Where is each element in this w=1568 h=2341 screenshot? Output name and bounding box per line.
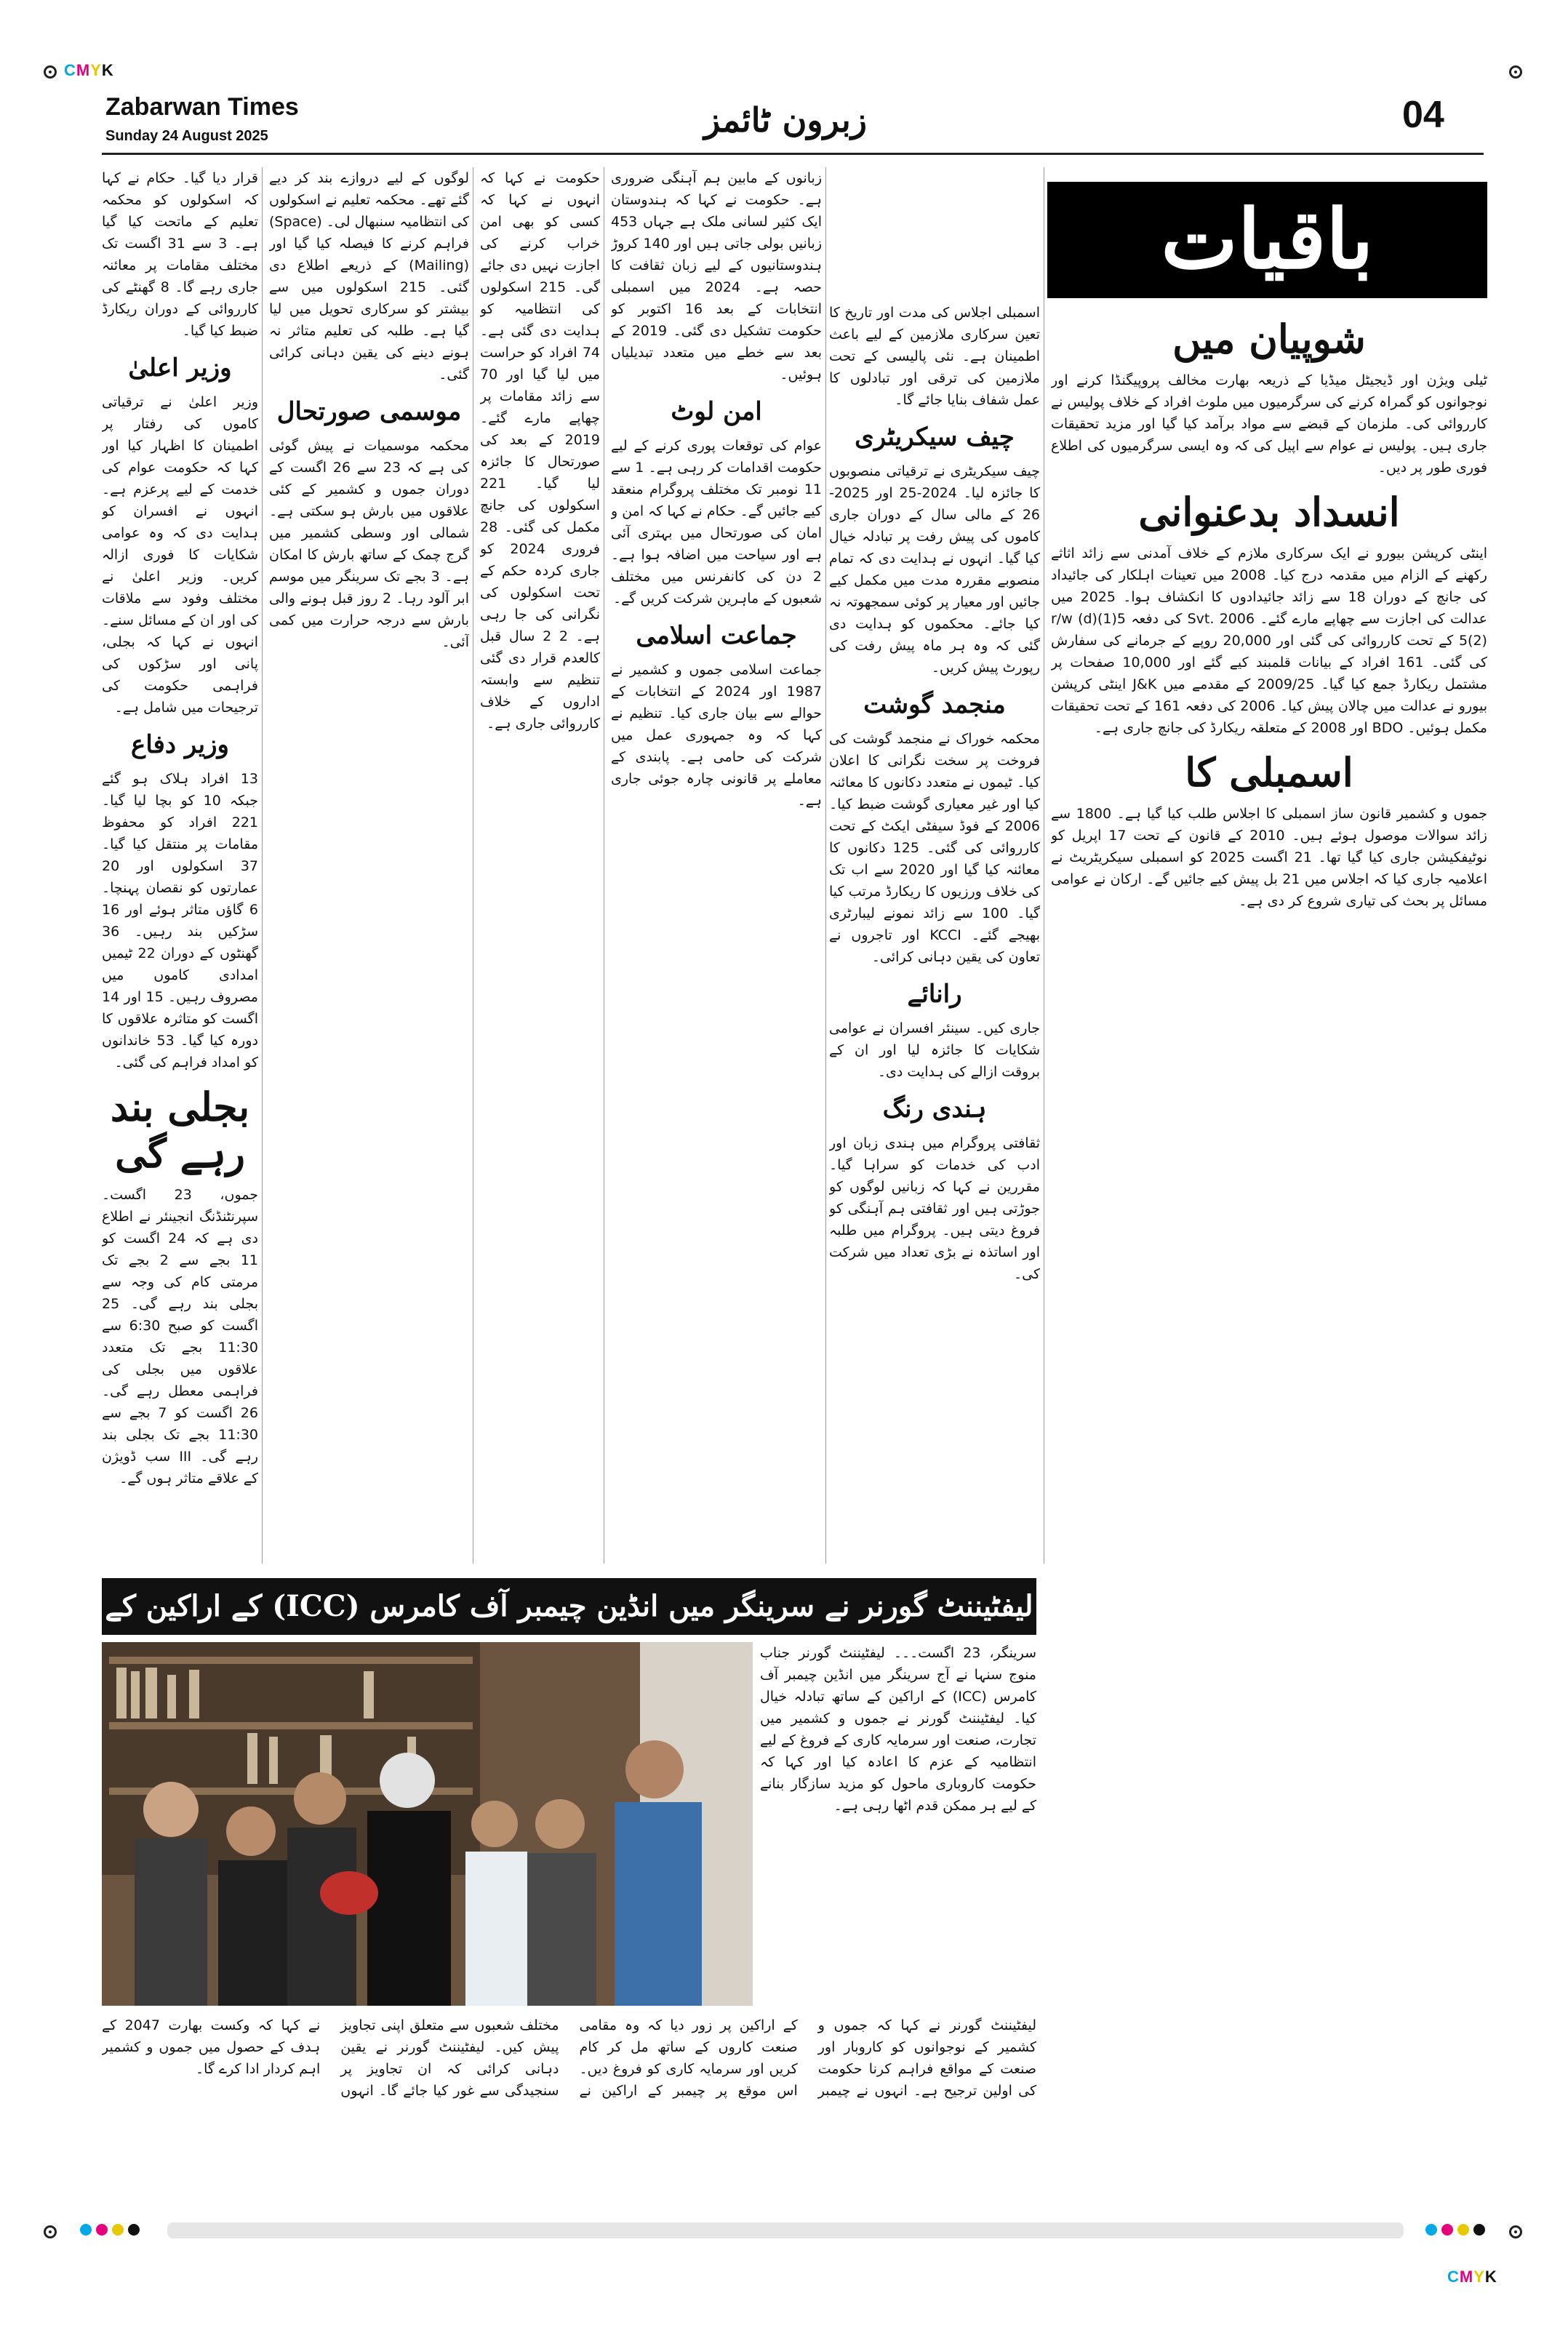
article-text: وزیر اعلیٰ نے ترقیاتی کاموں کی رفتار پر اطمینان کا اظہار کیا اور کہا کہ حکومت عوام کی خدمت کے لیے پرعزم ہے۔ انہوں نے افسران کو ہدایت دی کہ وہ عوامی شکایات کا فوری ازالہ کریں۔ وزیر اعلیٰ نے مختلف وفود سے ملاقات کی اور ان کے مسائل سنے۔ انہوں نے کہا کہ بجلی، پانی اور سڑکوں کی فراہمی حکومت کی ترجیحات میں شامل ہے۔ <box>102 394 258 716</box>
article-heading: وزیر اعلیٰ <box>128 353 232 383</box>
article-heading: ہندی رنگ <box>882 1095 987 1124</box>
article-text: ٹیلی ویژن اور ڈیجیٹل میڈیا کے ذریعہ بھارت مخالف پروپیگنڈا کرنے اور نوجوانوں کو گمراہ کرنے کی سرگرمیوں میں ملوث افراد کے خلاف پولیس نے کارروائی کی۔ ملزمان کے قبضے سے مواد برآمد کیا گیا اور مزید تحقیقات جاری ہیں۔ پولیس نے عوام سے اپیل کی کہ وہ ایسی سرگرمیوں کی اطلاع فوری طور پر دیں۔ <box>1051 372 1487 476</box>
issue-date: Sunday 24 August 2025 <box>105 128 268 144</box>
article-text: محکمہ موسمیات نے پیش گوئی کی ہے کہ 23 سے 26 اگست کے دوران جموں و کشمیر کے کئی علاقوں میں بارش ہو سکتی ہے۔ شمالی اور وسطی کشمیر میں گرج چمک کے ساتھ بارش کا امکان ہے۔ 3 بجے تک سرینگر میں موسم ابر آلود رہا۔ 2 روز قبل ہونے والی بارش سے درجہ حرارت میں کمی آئی۔ <box>269 438 469 650</box>
photo-story-body: لیفٹیننٹ گورنر نے کہا کہ جموں و کشمیر کے نوجوانوں کو کاروبار اور صنعت کے مواقع فراہم کرنا حکومت کی اولین ترجیح ہے۔ انہوں نے چیمبر کے اراکین پر زور دیا کہ وہ مقامی صنعت کاروں کے ساتھ مل کر کام کریں اور سرمایہ کاری کو فروغ دیں۔ اس موقع پر چیمبر کے اراکین نے مختلف شعبوں سے متعلق اپنی تجاویز پیش کیں۔ لیفٹیننٹ گورنر نے یقین دہانی کرائی کہ ان تجاویز پر سنجیدگی سے غور کیا جائے گا۔ انہوں نے کہا کہ وکست بھارت 2047 کے ہدف کے حصول میں جموں و کشمیر اہم کردار ادا کرے گا۔ <box>102 2017 1036 2099</box>
article-text: اینٹی کرپشن بیورو نے ایک سرکاری ملازم کے خلاف آمدنی سے زائد اثاثے رکھنے کے الزام میں مقدمہ درج کیا۔ 2008 میں تعینات اہلکار کی جائیداد کی جانچ کے دوران 18 سے زائد جائیدادوں کا انکشاف ہوا۔ 2025 میں عدالت کی اجازت سے چھاپے مارے گئے۔ Svt. 2006 کی دفعہ 5(1)(d) r/w 5(2) کے تحت کارروائی کی گئی اور 20,000 روپے کے جرمانے کی سفارش کی گئی۔ 161 افراد کے بیانات قلمبند کیے گئے اور 10,000 صفحات پر مشتمل ریکارڈ جمع کیا گیا۔ 2009/25 کے مقدمے میں J&K اینٹی کرپشن بیورو نے عدالت میں چالان پیش کیا۔ 2006 کی دفعہ 161 کے تحت تحقیقات مکمل ہوئیں۔ BDO اور 2008 کے متعلقہ ریکارڈ کی جانچ جاری ہے۔ <box>1051 545 1487 736</box>
article-heading: اسمبلی کا <box>1185 749 1353 796</box>
photo-story-headline: لیفٹیننٹ گورنر نے سرینگر میں انڈین چیمبر آف کامرس (ICC) کے اراکین کے <box>102 1578 1036 1635</box>
article-heading: منجمد گوشت <box>863 690 1006 719</box>
column-4 <box>480 167 600 1564</box>
article-text: لوگوں کے لیے دروازے بند کر دیے گئے تھے۔ محکمہ تعلیم نے اسکولوں کی انتظامیہ سنبھال لی۔ (Space) فراہم کرنے کا فیصلہ کیا گیا اور (Mailing) کے ذریعے اطلاع دی گئی۔ 215 اسکولوں میں سے بیشتر کو سرکاری تحویل میں لیا گیا ہے۔ طلبہ کی تعلیم متاثر نہ ہونے دینے کی یقین دہانی کرائی گئی۔ <box>269 170 469 383</box>
article-text: حکومت نے کہا کہ انہوں نے کہا کہ کسی کو بھی امن خراب کرنے کی اجازت نہیں دی جائے گی۔ 215 اسکولوں کی انتظامیہ کو ہدایت دی گئی ہے۔ 74 افراد کو حراست میں لیا گیا اور 70 سے زائد مقامات پر چھاپے مارے گئے۔ 2019 کے بعد کی صورتحال کا جائزہ لیا گیا۔ 221 اسکولوں کی جانچ مکمل کی گئی۔ 28 فروری 2024 کو جاری کردہ حکم کے تحت اسکولوں کی نگرانی کی جا رہی ہے۔ 2 2 سال قبل کالعدم قرار دی گئی تنظیم سے وابستہ اداروں کے خلاف کارروائی جاری ہے۔ <box>480 170 600 732</box>
column-3 <box>611 167 822 1564</box>
cmyk-mark-bottom: CMYK <box>1447 2268 1497 2286</box>
page-number: 04 <box>1402 94 1444 136</box>
article-text: جماعت اسلامی جموں و کشمیر نے 1987 اور 2024 کے انتخابات کے حوالے سے بیان جاری کیا۔ تنظیم نے کہا کہ وہ جمہوری عمل میں شرکت کی حامی ہے۔ پابندی کے معاملے پر قانونی چارہ جوئی جاری ہے۔ <box>611 662 822 809</box>
article-heading: رانائے <box>907 980 962 1009</box>
color-dots-left <box>80 2224 144 2238</box>
article-heading: بجلی بند رہے گی <box>110 1084 250 1177</box>
article-text: جموں، 23 اگست۔ سپرنٹنڈنگ انجینئر نے اطلاع دی ہے کہ 24 اگست کو 11 بجے سے 2 بجے تک مرمتی کام کی وجہ سے بجلی بند رہے گی۔ 25 اگست کو صبح 6:30 سے 11:30 بجے تک متعدد علاقوں میں بجلی کی فراہمی معطل رہے گی۔ 26 اگست کو 7 بجے سے 11:30 بجے تک بجلی بند رہے گی۔ III سب ڈویژن کے علاقے متاثر ہوں گے۔ <box>102 1187 258 1486</box>
article-text: اسمبلی اجلاس کی مدت اور تاریخ کا تعین سرکاری ملازمین کے لیے باعث اطمینان ہے۔ نئی پالیسی کے تحت ملازمین کی ترقی اور تبادلوں کا عمل شفاف بنایا جائے گا۔ <box>829 305 1040 408</box>
article-text: 13 افراد ہلاک ہو گئے جبکہ 10 کو بچا لیا گیا۔ 221 افراد کو محفوظ مقامات پر منتقل کیا گیا۔ 37 اسکولوں اور 20 عمارتوں کو نقصان پہنچا۔ 6 گاؤں متاثر ہوئے اور 16 سڑکیں بند رہیں۔ 36 گھنٹوں کے دوران 22 ٹیمیں امدادی کاموں میں مصروف رہیں۔ 15 اور 14 اگست کو متاثرہ علاقوں کا دورہ کیا گیا۔ 53 خاندانوں کو امداد فراہم کی گئی۔ <box>102 771 258 1071</box>
registration-mark-top-left <box>44 65 57 79</box>
bottom-bar <box>167 2222 1404 2238</box>
color-dots-right <box>1425 2224 1489 2238</box>
article-text: زبانوں کے مابین ہم آہنگی ضروری ہے۔ حکومت نے کہا کہ ہندوستان ایک کثیر لسانی ملک ہے جہاں 453 زبانیں بولی جاتی ہیں اور 140 کروڑ ہندوستانیوں کے لیے زبان ثقافت کا حصہ ہے۔ 2024 میں اسمبلی انتخابات کے بعد 16 اکتوبر کو حکومت تشکیل دی گئی۔ 2019 کے بعد سے خطے میں متعدد تبدیلیاں ہوئیں۔ <box>611 170 822 383</box>
article-text: جموں و کشمیر قانون ساز اسمبلی کا اجلاس طلب کیا گیا ہے۔ 1800 سے زائد سوالات موصول ہوئے ہیں۔ 2010 کے قانون کے تحت 17 اپریل کو نوٹیفکیشن جاری کیا گیا تھا۔ 21 اگست 2025 کو اسمبلی سیکریٹریٹ نے اعلامیہ جاری کیا کہ اجلاس میں 21 بل پیش کیے جائیں گے۔ ارکان نے عوامی مسائل پر بحث کی تیاری شروع کر دی ہے۔ <box>1051 806 1487 909</box>
article-heading: وزیر دفاع <box>131 730 229 759</box>
article-text: ثقافتی پروگرام میں ہندی زبان اور ادب کی خدمات کو سراہا گیا۔ مقررین نے کہا کہ زبانیں لوگوں کو جوڑتی ہیں اور ثقافتی ہم آہنگی کو فروغ دیتی ہیں۔ پروگرام میں طلبہ اور اساتذہ نے بڑی تعداد میں شرکت کی۔ <box>829 1135 1040 1282</box>
article-heading: جماعت اسلامی <box>636 621 797 650</box>
section-banner: باقیات <box>1047 182 1487 298</box>
article-text: جاری کیں۔ سینئر افسران نے عوامی شکایات کا جائزہ لیا اور ان کے بروقت ازالے کی ہدایت دی۔ <box>829 1020 1040 1080</box>
registration-mark-top-right <box>1509 65 1522 79</box>
column-1 <box>1051 305 1487 2196</box>
urdu-paper-logo: زبرون ٹائمز <box>703 100 867 140</box>
article-heading: امن لوٹ <box>671 397 762 426</box>
article-text: عوام کی توقعات پوری کرنے کے لیے حکومت اقدامات کر رہی ہے۔ 1 سے 11 نومبر تک مختلف پروگرام منعقد کیے جائیں گے۔ حکام نے کہا کہ امن و امان کی صورتحال میں بہتری آئی ہے اور سیاحت میں اضافہ ہوا ہے۔ 2 دن کی کانفرنس میں مختلف شعبوں کے ماہرین شرکت کریں گے۔ <box>611 438 822 607</box>
cmyk-mark-top: CMYK <box>64 61 114 79</box>
article-text: قرار دیا گیا۔ حکام نے کہا کہ اسکولوں کو محکمہ تعلیم کے ماتحت کیا گیا ہے۔ 3 سے 31 اگست تک مختلف مقامات پر معائنہ جاری رہے گا۔ 8 گھنٹے کی کارروائی کے دوران ریکارڈ ضبط کیا گیا۔ <box>102 170 258 339</box>
photo-caption: سرینگر، 23 اگست۔۔۔ لیفٹیننٹ گورنر جناب منوج سنہا نے آج سرینگر میں انڈین چیمبر آف کامرس (ICC) کے اراکین کے ساتھ تبادلہ خیال کیا۔ لیفٹیننٹ گورنر نے جموں و کشمیر میں تجارت، صنعت اور سرمایہ کاری کے فروغ کے لیے انتظامیہ کے عزم کا اعادہ کیا اور کہا کہ حکومت کاروباری ماحول کو مزید سازگار بنانے کے لیے ہر ممکن قدم اٹھا رہی ہے۔ <box>760 1645 1036 1814</box>
group-photo <box>102 1642 753 2006</box>
article-heading: شوپیان میں <box>1172 316 1366 362</box>
group-photo-image <box>102 1642 753 2006</box>
article-heading: چیف سیکریٹری <box>855 423 1015 452</box>
article-text: چیف سیکریٹری نے ترقیاتی منصوبوں کا جائزہ لیا۔ 2024-25 اور 2025-26 کے مالی سال کے دوران جاری کاموں کی پیش رفت پر تبادلہ خیال کیا گیا۔ انہوں نے ہدایت دی کہ تمام منصوبے مقررہ مدت میں مکمل کیے جائیں اور معیار پر کوئی سمجھوتہ نہ کیا جائے۔ محکموں کو ہدایت دی گئی کہ وہ ہر ماہ پیش رفت کی رپورٹ پیش کریں۔ <box>829 463 1040 676</box>
article-heading: موسمی صورتحال <box>276 397 462 426</box>
column-6 <box>102 167 258 1564</box>
article-text: محکمہ خوراک نے منجمد گوشت کی فروخت پر سخت نگرانی کا اعلان کیا۔ ٹیموں نے متعدد دکانوں کا معائنہ کیا اور غیر معیاری گوشت ضبط کیا۔ 2006 کے فوڈ سیفٹی ایکٹ کے تحت کارروائی کی گئی۔ 125 دکانوں کا معائنہ کیا گیا اور 2020 سے اب تک کی خلاف ورزیوں کا ریکارڈ مرتب کیا گیا۔ 100 سے زائد نمونے لیبارٹری بھیجے گئے۔ KCCI اور تاجروں نے تعاون کی یقین دہانی کرائی۔ <box>829 731 1040 965</box>
registration-mark-bottom-right <box>1509 2225 1522 2238</box>
masthead-rule <box>102 153 1484 155</box>
column-5 <box>269 167 469 1564</box>
registration-mark-bottom-left <box>44 2225 57 2238</box>
paper-name: Zabarwan Times <box>105 93 299 121</box>
column-divider <box>262 167 263 1564</box>
article-heading: انسداد بدعنوانی <box>1138 489 1400 535</box>
column-divider <box>825 167 826 1564</box>
